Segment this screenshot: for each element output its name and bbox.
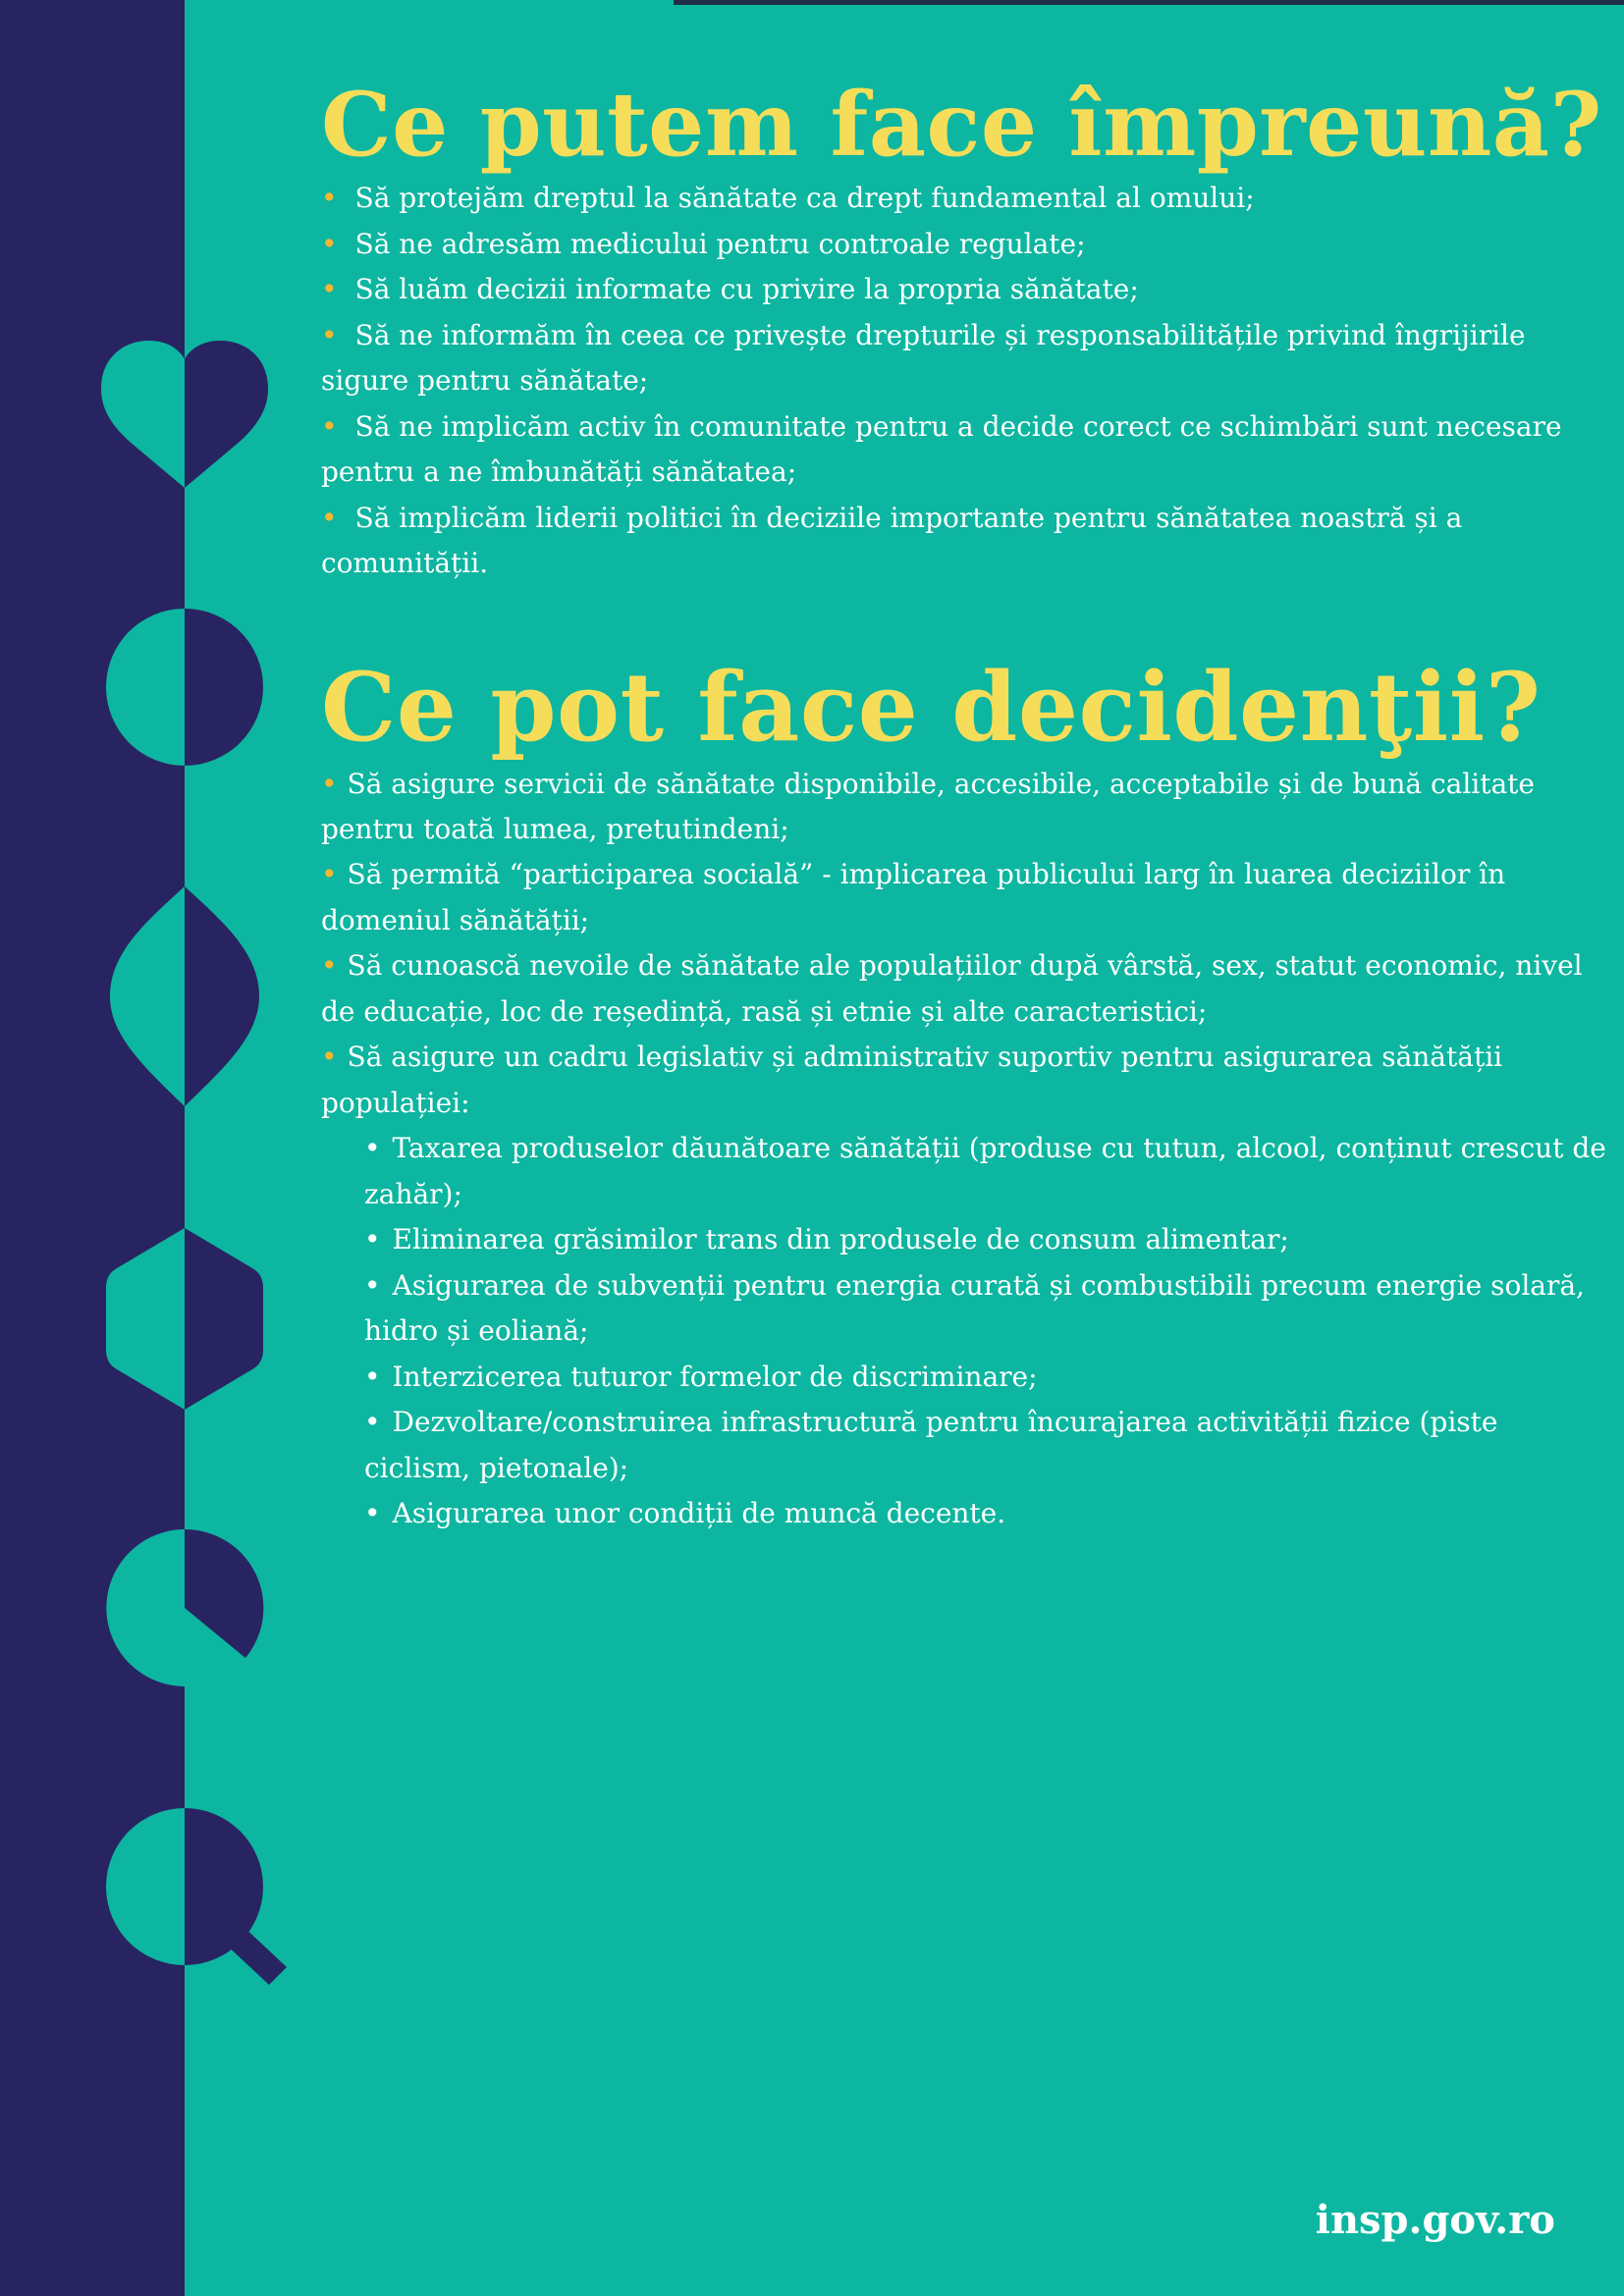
list-item: • Să cunoască nevoile de sănătate ale populațiilor după vârstă, sex, statut economic, nivel de educație, loc de reședință, rasă și etnie și alte caracteristici; <box>321 949 1583 1028</box>
list-item: • Să ne adresăm medicului pentru controale regulate; <box>321 227 1086 260</box>
bullet-icon: • <box>321 318 338 351</box>
sublist-item: • Eliminarea grăsimilor trans din produsele de consum alimentar; <box>364 1223 1289 1256</box>
sub-bullet-icon: • <box>364 1223 381 1256</box>
list-item: • Să luăm decizii informate cu privire la propria sănătate; <box>321 273 1139 306</box>
bullet-icon: • <box>321 858 338 891</box>
list-item: • Să implicăm liderii politici în deciziile importante pentru sănătatea noastră și a comunității. <box>321 501 1463 580</box>
sublist-item: • Asigurarea unor condiții de muncă decente. <box>364 1497 1006 1530</box>
list-item: • Să ne implicăm activ în comunitate pentru a decide corect ce schimbări sunt necesare pentru a ne îmbunătăți sănătatea; <box>321 409 1562 489</box>
bullet-icon: • <box>321 1041 338 1074</box>
sub-bullet-icon: • <box>364 1268 381 1302</box>
list-item: • Să permită “participarea socială” - implicarea publicului larg în luarea deciziilor în domeniul sănătății; <box>321 858 1506 936</box>
bullet-icon: • <box>321 409 338 443</box>
bullet-icon: • <box>321 501 338 534</box>
heading-section-2: Ce pot face decidenţii? <box>321 651 1542 763</box>
list-section-1 <box>321 176 1607 586</box>
top-rule <box>674 0 1624 5</box>
sub-bullet-icon: • <box>364 1406 381 1439</box>
sublist-item: • Taxarea produselor dăunătoare sănătății (produse cu tutun, alcool, conținut crescut de zahăr); <box>364 1132 1606 1210</box>
pie-icon <box>106 1529 263 1686</box>
list-item: • Să asigure servicii de sănătate disponibile, accesibile, acceptabile și de bună calitate pentru toată lumea, pretutindeni; <box>321 767 1535 845</box>
bullet-icon: • <box>321 767 338 800</box>
footer-url: insp.gov.ro <box>1315 2197 1555 2243</box>
sub-bullet-icon: • <box>364 1497 381 1530</box>
magnifier-icon <box>106 1808 287 1985</box>
sub-bullet-icon: • <box>364 1132 381 1165</box>
sublist-item: • Interzicerea tuturor formelor de discriminare; <box>364 1360 1038 1393</box>
sub-bullet-icon: • <box>364 1360 381 1393</box>
main-content <box>321 73 1607 1537</box>
sublist-section-2 <box>321 1126 1607 1536</box>
hexagon-icon <box>106 1228 263 1410</box>
circle-icon <box>106 609 263 766</box>
heading-section-1: Ce putem face împreună? <box>321 73 1602 177</box>
list-item: • Să ne informăm în ceea ce privește drepturile și responsabilitățile privind îngrijirile sigure pentru sănătate; <box>321 318 1526 398</box>
list-section-2 <box>321 762 1607 1127</box>
sublist-item: • Dezvoltare/construirea infrastructură pentru încurajarea activității fizice (piste ciclism, pietonale); <box>364 1406 1498 1484</box>
drop-icon <box>110 886 259 1106</box>
bullet-icon: • <box>321 949 338 983</box>
bullet-icon: • <box>321 227 338 260</box>
list-item: • Să protejăm dreptul la sănătate ca drept fundamental al omului; <box>321 182 1255 215</box>
bullet-icon: • <box>321 273 338 306</box>
shape-column <box>0 0 295 2296</box>
list-item: • Să asigure un cadru legislativ și administrativ suportiv pentru asigurarea sănătății populației: <box>321 1041 1503 1119</box>
heart-icon <box>101 341 268 488</box>
bullet-icon: • <box>321 182 338 215</box>
sublist-item: • Asigurarea de subvenții pentru energia curată și combustibili precum energie solară, hidro și eoliană; <box>364 1268 1585 1348</box>
